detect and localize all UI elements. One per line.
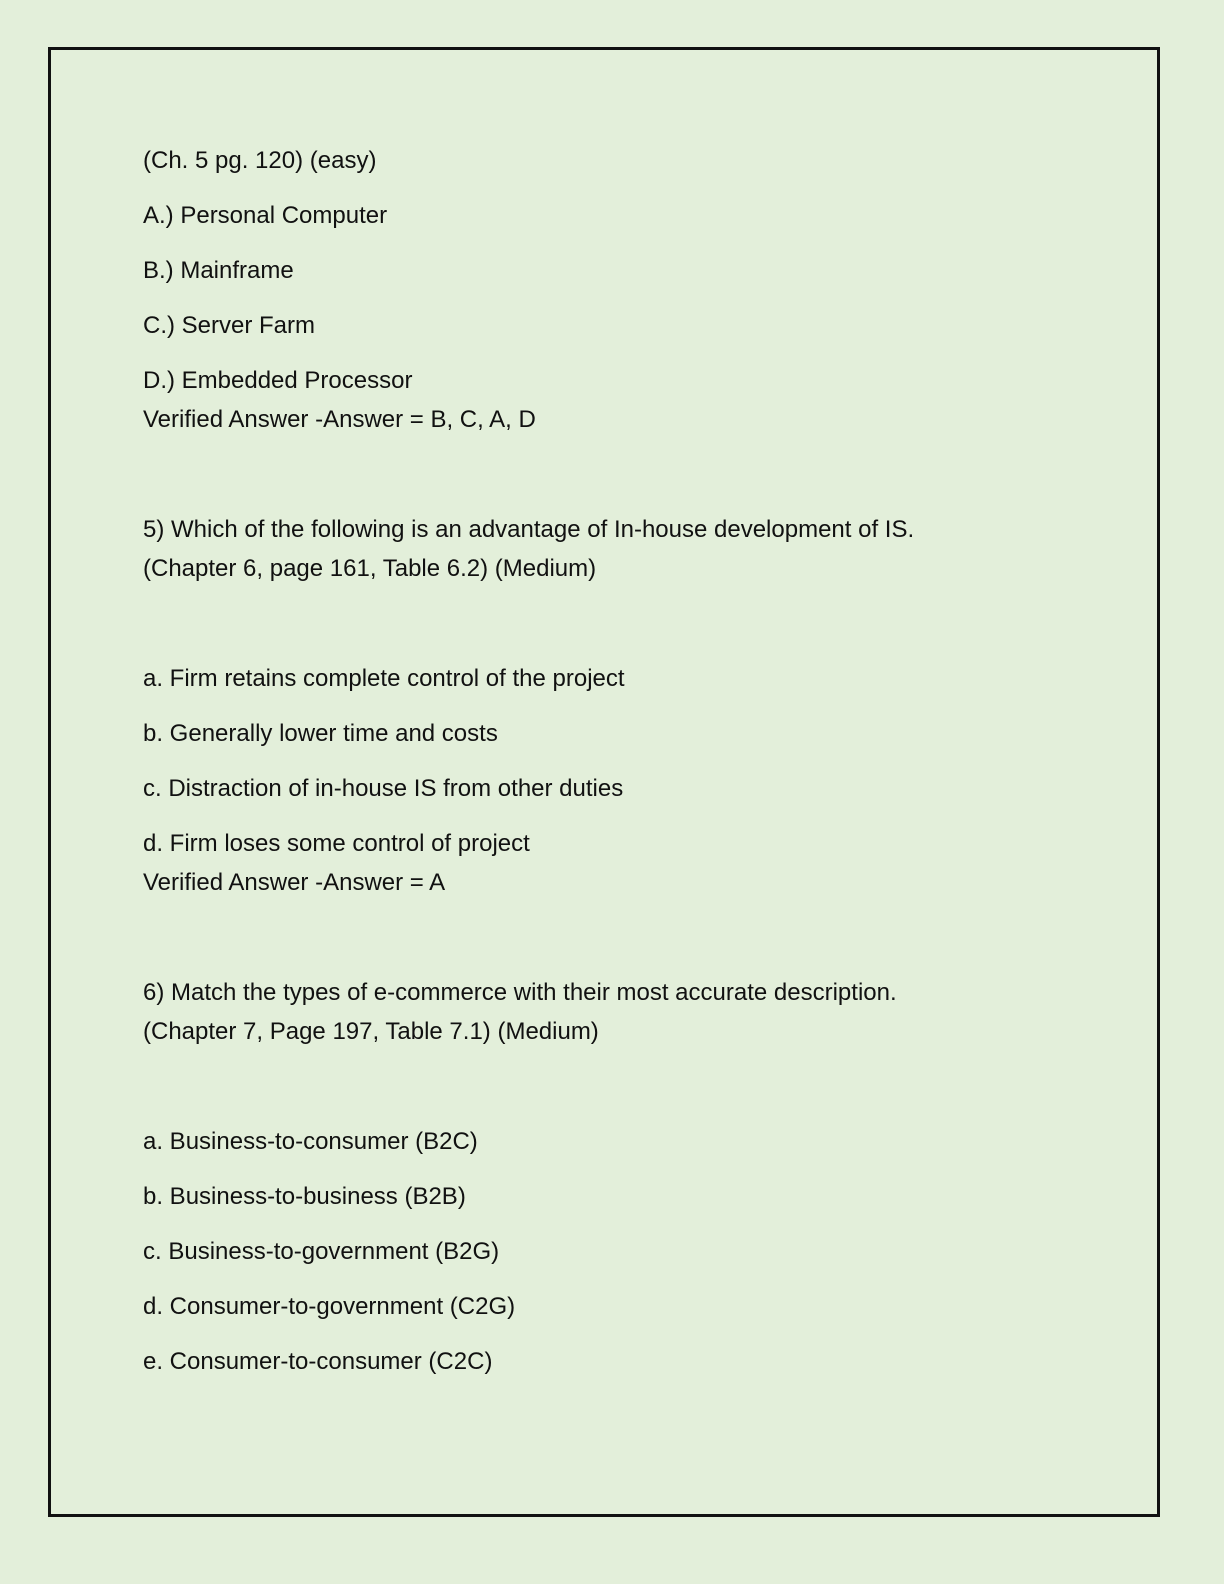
q6-option-e: e. Consumer-to-consumer (C2C) — [143, 1348, 493, 1375]
q5-option-a: a. Firm retains complete control of the project — [143, 665, 625, 692]
q4-option-c: C.) Server Farm — [143, 312, 316, 339]
q5-reference: (Chapter 6, page 161, Table 6.2) (Medium) — [143, 555, 597, 582]
q5-question: 5) Which of the following is an advantage of In-house development of IS. — [143, 516, 915, 543]
q6-option-b: b. Business-to-business (B2B) — [143, 1183, 466, 1210]
q5-answer: Verified Answer -Answer = A — [143, 869, 446, 896]
q5-option-c: c. Distraction of in-house IS from other duties — [143, 775, 624, 802]
q5-option-d: d. Firm loses some control of project — [143, 830, 530, 857]
q6-question: 6) Match the types of e-commerce with their most accurate description. — [143, 979, 897, 1006]
q4-option-b: B.) Mainframe — [143, 257, 294, 284]
q4-reference: (Ch. 5 pg. 120) (easy) — [143, 147, 377, 174]
q6-option-a: a. Business-to-consumer (B2C) — [143, 1128, 478, 1155]
q6-option-c: c. Business-to-government (B2G) — [143, 1238, 500, 1265]
q4-option-a: A.) Personal Computer — [143, 202, 388, 229]
q4-option-d: D.) Embedded Processor — [143, 367, 413, 394]
q6-reference: (Chapter 7, Page 197, Table 7.1) (Medium) — [143, 1018, 599, 1045]
q6-option-d: d. Consumer-to-government (C2G) — [143, 1293, 516, 1320]
q5-option-b: b. Generally lower time and costs — [143, 720, 498, 747]
q4-answer: Verified Answer -Answer = B, C, A, D — [143, 406, 536, 433]
